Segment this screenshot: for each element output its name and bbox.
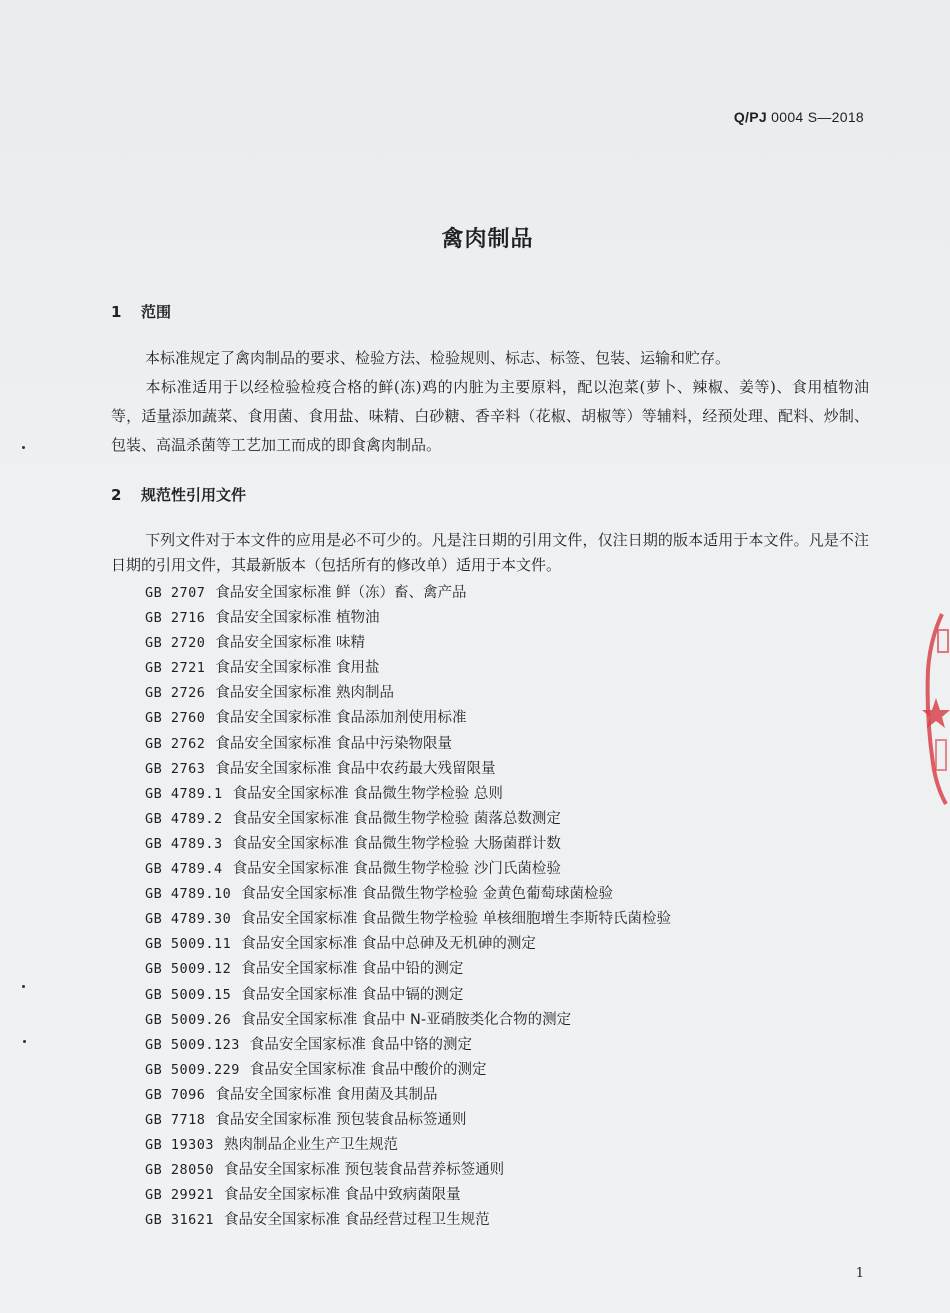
reference-item bbox=[145, 957, 671, 982]
reference-title: 熟肉制品企业生产卫生规范 bbox=[224, 1137, 399, 1154]
reference-item bbox=[145, 1058, 671, 1083]
reference-code: GB 2726 bbox=[145, 685, 206, 702]
reference-title: 食品安全国家标准 食用盐 bbox=[215, 660, 380, 677]
reference-item bbox=[145, 1108, 671, 1133]
references-intro-text: 下列文件对于本文件的应用是必不可少的。凡是注日期的引用文件，仅注日期的版本适用于本文件。凡是不注日期的引用文件，其最新版本（包括所有的修改单）适用于本文件。 bbox=[111, 531, 869, 574]
scope-paragraph-1 bbox=[111, 344, 869, 373]
reference-title: 食品安全国家标准 食品微生物学检验 总则 bbox=[232, 785, 503, 802]
reference-title: 食品安全国家标准 食品中污染物限量 bbox=[215, 735, 453, 752]
reference-item bbox=[145, 807, 671, 832]
reference-code: GB 2716 bbox=[145, 610, 206, 627]
reference-item bbox=[145, 1033, 671, 1058]
reference-title: 食品安全国家标准 食品微生物学检验 单核细胞增生李斯特氏菌检验 bbox=[241, 911, 671, 928]
reference-title: 食品安全国家标准 食品中 N-亚硝胺类化合物的测定 bbox=[241, 1011, 572, 1028]
reference-title: 食品安全国家标准 味精 bbox=[215, 635, 366, 652]
reference-code: GB 2760 bbox=[145, 710, 206, 727]
standard-code-number: 0004 S—2018 bbox=[771, 109, 864, 125]
reference-code: GB 19303 bbox=[145, 1137, 215, 1154]
reference-item bbox=[145, 882, 671, 907]
reference-code: GB 7096 bbox=[145, 1086, 206, 1103]
section-title: 范围 bbox=[141, 303, 172, 321]
reference-item bbox=[145, 581, 671, 606]
reference-code: GB 2763 bbox=[145, 760, 206, 777]
reference-code: GB 2762 bbox=[145, 735, 206, 752]
reference-title: 食品安全国家标准 食品中镉的测定 bbox=[241, 986, 464, 1003]
page-number: 1 bbox=[855, 1266, 864, 1281]
reference-code: GB 2707 bbox=[145, 585, 206, 601]
reference-code: GB 2721 bbox=[145, 660, 206, 677]
reference-item bbox=[145, 857, 671, 882]
document-title: 禽肉制品 bbox=[441, 227, 534, 252]
scan-speck bbox=[22, 446, 25, 449]
reference-code: GB 5009.26 bbox=[145, 1011, 232, 1028]
reference-code: GB 5009.229 bbox=[145, 1061, 240, 1078]
scope-text-1: 本标准规定了禽肉制品的要求、检验方法、检验规则、标志、标签、包装、运输和贮存。 bbox=[145, 349, 731, 367]
reference-code: GB 7718 bbox=[145, 1111, 206, 1128]
reference-title: 食品安全国家标准 食品中铅的测定 bbox=[241, 961, 464, 978]
scan-speck bbox=[22, 985, 25, 988]
reference-code: GB 5009.12 bbox=[145, 961, 232, 978]
standard-code bbox=[734, 109, 864, 125]
reference-code: GB 2720 bbox=[145, 635, 206, 652]
reference-code: GB 5009.15 bbox=[145, 986, 232, 1003]
reference-code: GB 31621 bbox=[145, 1212, 215, 1229]
section-number: 2 bbox=[111, 486, 122, 504]
reference-item bbox=[145, 907, 671, 932]
reference-title: 食品安全国家标准 预包装食品标签通则 bbox=[215, 1111, 467, 1128]
reference-item bbox=[145, 932, 671, 957]
reference-code: GB 4789.4 bbox=[145, 861, 223, 878]
reference-title: 食品安全国家标准 植物油 bbox=[215, 610, 380, 627]
reference-item bbox=[145, 606, 671, 631]
reference-title: 食品安全国家标准 鲜（冻）畜、禽产品 bbox=[215, 585, 467, 601]
scan-speck bbox=[23, 1040, 26, 1043]
reference-code: GB 29921 bbox=[145, 1187, 215, 1204]
reference-title: 食品安全国家标准 食品微生物学检验 大肠菌群计数 bbox=[232, 835, 561, 852]
reference-title: 食品安全国家标准 食品微生物学检验 金黄色葡萄球菌检验 bbox=[241, 886, 613, 903]
reference-title: 食品安全国家标准 食品添加剂使用标准 bbox=[215, 710, 467, 727]
reference-title: 食品安全国家标准 食品中农药最大残留限量 bbox=[215, 760, 496, 777]
scope-paragraph-2 bbox=[111, 373, 869, 460]
reference-title: 食品安全国家标准 食品中总砷及无机砷的测定 bbox=[241, 936, 536, 953]
section-heading-references bbox=[111, 484, 246, 505]
section-heading-scope bbox=[111, 301, 171, 322]
reference-title: 食品安全国家标准 食品中铬的测定 bbox=[249, 1036, 473, 1053]
reference-code: GB 4789.3 bbox=[145, 835, 223, 852]
reference-item bbox=[145, 706, 671, 731]
reference-title: 食品安全国家标准 食品微生物学检验 菌落总数测定 bbox=[232, 810, 561, 827]
reference-item bbox=[145, 1083, 671, 1108]
reference-code: GB 4789.30 bbox=[145, 911, 232, 928]
reference-item bbox=[145, 631, 671, 656]
reference-code: GB 4789.10 bbox=[145, 886, 232, 903]
reference-item bbox=[145, 656, 671, 681]
section-number: 1 bbox=[111, 303, 122, 321]
reference-item bbox=[145, 757, 671, 782]
reference-item bbox=[145, 1008, 671, 1033]
reference-item bbox=[145, 1133, 671, 1158]
reference-item bbox=[145, 681, 671, 706]
reference-item bbox=[145, 983, 671, 1008]
reference-title: 食品安全国家标准 熟肉制品 bbox=[215, 685, 395, 702]
reference-item bbox=[145, 782, 671, 807]
section-title: 规范性引用文件 bbox=[141, 486, 247, 504]
reference-title: 食品安全国家标准 食品经营过程卫生规范 bbox=[224, 1212, 490, 1229]
reference-title: 食品安全国家标准 食品中酸价的测定 bbox=[249, 1061, 487, 1078]
reference-code: GB 4789.1 bbox=[145, 785, 223, 802]
reference-item bbox=[145, 832, 671, 857]
red-seal-stamp bbox=[912, 610, 950, 806]
reference-title: 食品安全国家标准 食品中致病菌限量 bbox=[224, 1187, 461, 1204]
reference-code: GB 5009.123 bbox=[145, 1036, 240, 1053]
reference-code: GB 28050 bbox=[145, 1162, 215, 1179]
reference-title: 食品安全国家标准 预包装食品营养标签通则 bbox=[224, 1162, 505, 1179]
references-intro bbox=[111, 528, 869, 578]
reference-code: GB 4789.2 bbox=[145, 810, 223, 827]
reference-item bbox=[145, 1183, 671, 1208]
reference-title: 食品安全国家标准 食品微生物学检验 沙门氏菌检验 bbox=[232, 861, 561, 878]
reference-item bbox=[145, 732, 671, 757]
reference-item bbox=[145, 1208, 671, 1233]
reference-item bbox=[145, 1158, 671, 1183]
reference-title: 食品安全国家标准 食用菌及其制品 bbox=[215, 1086, 438, 1103]
standard-code-prefix: Q/PJ bbox=[733, 109, 767, 125]
reference-code: GB 5009.11 bbox=[145, 936, 232, 953]
scope-text-2: 本标准适用于以经检验检疫合格的鲜(冻)鸡的内脏为主要原料，配以泡菜(萝卜、辣椒、姜等)、食用植物油等，适量添加蔬菜、食用菌、食用盐、味精、白砂糖、香辛料（花椒、胡椒等）等辅料，经预处理、配料、炒制、包装、高温杀菌等工艺加工而成的即食禽肉制品。 bbox=[111, 378, 869, 454]
reference-list bbox=[145, 581, 671, 1233]
